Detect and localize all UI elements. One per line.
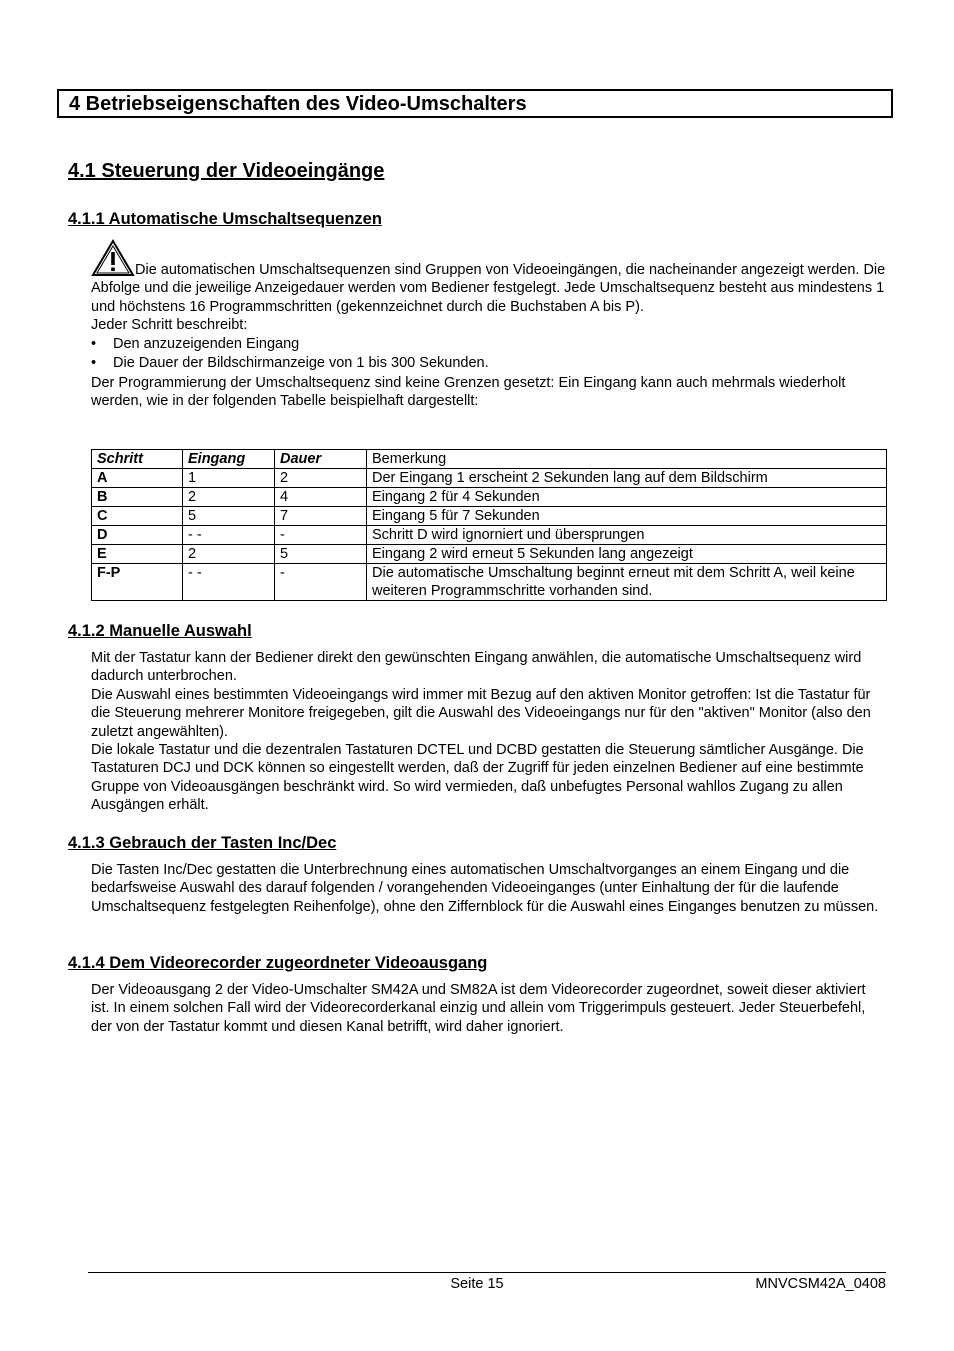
cell-duration: 4	[275, 488, 367, 507]
heading-4-1-1: 4.1.1 Automatische Umschaltsequenzen	[68, 210, 382, 228]
table-row	[92, 564, 887, 601]
cell-input: 5	[183, 507, 275, 526]
cell-remark: Die automatische Umschaltung beginnt erneut mit dem Schritt A, weil keine weiteren Programmschritte vorhanden sind.	[367, 564, 887, 601]
cell-step: A	[92, 469, 183, 488]
intro-text: Die automatischen Umschaltsequenzen sind Gruppen von Videoeingängen, die nacheinander angezeigt werden. Die Abfolge und die jeweilige Anzeigedauer werden vom Bediener festgelegt. Jede Umschaltsequenz besteht aus mindestens 1 und höchstens 16 Programmschritten (gekennzeichnet durch die Buchstaben A bis P).	[91, 262, 886, 315]
step-describes: Jeder Schritt beschreibt:	[91, 317, 248, 334]
table-row	[92, 469, 887, 488]
cell-input: - -	[183, 526, 275, 545]
section-4-1-1-body	[91, 239, 886, 411]
document-id: MNVCSM42A_0408	[755, 1276, 886, 1292]
cell-step: B	[92, 488, 183, 507]
header-schritt: Schritt	[92, 450, 183, 469]
section-4-1-3-body	[91, 861, 886, 916]
table-row	[92, 526, 887, 545]
header-dauer: Dauer	[275, 450, 367, 469]
chapter-title: 4 Betriebseigenschaften des Video-Umschalters	[57, 89, 893, 118]
cell-remark: Eingang 2 für 4 Sekunden	[367, 488, 887, 507]
section-4-1-2-body	[91, 649, 886, 815]
section-title: 4.1 Steuerung der Videoeingänge	[68, 160, 385, 182]
table-header-row	[92, 450, 887, 469]
intro-paragraph	[91, 239, 886, 316]
header-eingang: Eingang	[183, 450, 275, 469]
cell-input: - -	[183, 564, 275, 601]
cell-step: F-P	[92, 564, 183, 601]
cell-duration: 2	[275, 469, 367, 488]
cell-input: 2	[183, 545, 275, 564]
header-bemerkung: Bemerkung	[367, 450, 887, 469]
heading-4-1-2: 4.1.2 Manuelle Auswahl	[68, 622, 252, 640]
list-item: • Den anzuzeigenden Eingang	[91, 335, 886, 355]
cell-remark: Eingang 5 für 7 Sekunden	[367, 507, 887, 526]
cell-remark: Schritt D wird ignorniert und übersprungen	[367, 526, 887, 545]
cell-duration: -	[275, 526, 367, 545]
cell-duration: 7	[275, 507, 367, 526]
cell-input: 2	[183, 488, 275, 507]
outro-paragraph: Der Programmierung der Umschaltsequenz sind keine Grenzen gesetzt: Ein Eingang kann auch mehrmals wiederholt werden, wie in der folgenden Tabelle beispielhaft dargestellt:	[91, 374, 846, 410]
warning-triangle-icon	[91, 239, 135, 277]
cell-remark: Eingang 2 wird erneut 5 Sekunden lang angezeigt	[367, 545, 887, 564]
paragraph: Die Tasten Inc/Dec gestatten die Unterbrechnung eines automatischen Umschaltvorganges an einem Eingang und die bedarfsweise Auswahl des darauf folgenden / vorangehenden Videoeinganges (unter Einhaltung der für die laufende Umschaltsequenz festgelegten Reihenfolge), ohne den Ziffernblock für die Auswahl eines Einganges benutzen zu müssen.	[91, 862, 879, 915]
cell-step: C	[92, 507, 183, 526]
list-item: • Die Dauer der Bildschirmanzeige von 1 bis 300 Sekunden.	[91, 354, 886, 374]
paragraph: Der Videoausgang 2 der Video-Umschalter SM42A und SM82A ist dem Videorecorder zugeordnet, soweit dieser aktiviert ist. In einem solchen Fall wird der Videorecorderkanal einzig und allein vom Triggerimpuls gesteuert. Jeder Steuerbefehl, der von der Tastatur kommt und diesen Kanal betrifft, wird daher ignoriert.	[91, 982, 866, 1035]
cell-duration: -	[275, 564, 367, 601]
cell-step: D	[92, 526, 183, 545]
table-row	[92, 545, 887, 564]
page-number: Seite 15	[450, 1276, 504, 1292]
paragraph: Mit der Tastatur kann der Bediener direkt den gewünschten Eingang anwählen, die automatische Umschaltsequenz wird dadurch unterbrochen.	[91, 650, 862, 685]
bullet-list	[91, 335, 886, 374]
cell-step: E	[92, 545, 183, 564]
paragraph: Die lokale Tastatur und die dezentralen Tastaturen DCTEL und DCBD gestatten die Steuerung sämtlicher Ausgänge. Die Tastaturen DCJ und DCK können so eingestellt werden, daß der Zugriff für jeden einzelnen Bediener auf eine bestimmte Gruppe von Videoausgängen beschränkt wird. So wird vermieden, daß unbefugtes Personal wahllos Zugang zu allen Ausgängen erhält.	[91, 742, 864, 814]
heading-4-1-4: 4.1.4 Dem Videorecorder zugeordneter Videoausgang	[68, 954, 488, 972]
section-4-1-4-body	[91, 981, 886, 1036]
paragraph: Die Auswahl eines bestimmten Videoeingangs wird immer mit Bezug auf den aktiven Monitor getroffen: Ist die Tastatur für die Steuerung mehrerer Monitore freigegeben, gilt die Auswahl des Videoeingangs nur für den "aktiven" Monitor (also den zuletzt angewählten).	[91, 686, 871, 740]
cell-duration: 5	[275, 545, 367, 564]
heading-4-1-3: 4.1.3 Gebrauch der Tasten Inc/Dec	[68, 834, 337, 852]
table-row	[92, 507, 887, 526]
footer-divider	[88, 1272, 886, 1273]
cell-remark: Der Eingang 1 erscheint 2 Sekunden lang auf dem Bildschirm	[367, 469, 887, 488]
table-row	[92, 488, 887, 507]
sequence-table	[91, 449, 887, 601]
cell-input: 1	[183, 469, 275, 488]
